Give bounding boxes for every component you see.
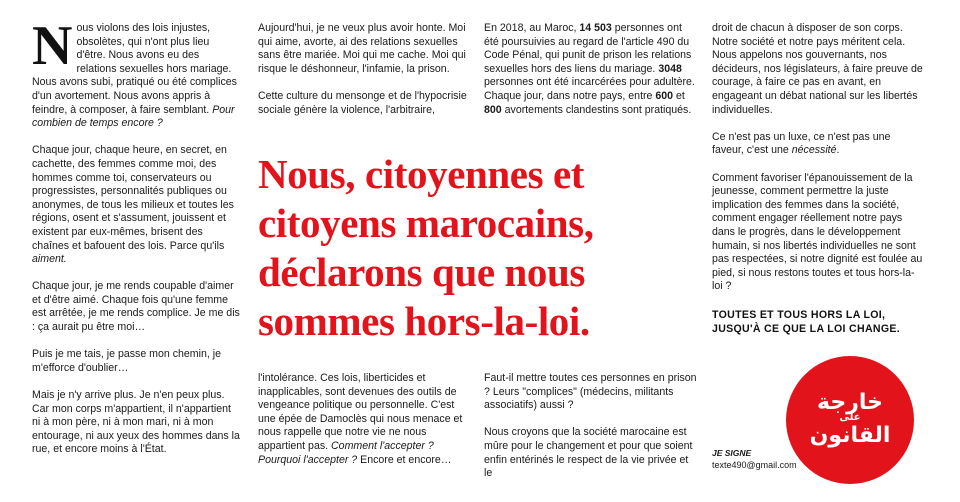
slogan-line: JUSQU'À CE QUE LA LOI CHANGE. <box>712 323 900 335</box>
column-3-top <box>484 22 698 117</box>
column-2-bottom <box>258 372 470 467</box>
intro-paragraph: Nous violons des lois injustes, obsolètes, qui n'ont plus lieu d'être. Nous avons eu des relations sexuelles hors mariage. Nous avons subi, pratiqué ou été complices d'un avortement. Nous avons appris à feindre, à composer, à faire semblant. Pour combien de temps encore ? <box>32 15 237 130</box>
headline-line: déclarons que nous <box>258 249 585 295</box>
statistics-paragraph: En 2018, au Maroc, 14 503 personnes ont été poursuivies au regard de l'article 490 du Code Pénal, qui punit de prison les relations sexuelles hors des liens du mariage. 3048 personnes ont été incarcérées pour adultère. Chaque jour, dans notre pays, entre 600 et 800 avortements clandestins sont pratiqués. <box>484 22 695 116</box>
headline-line: sommes hors-la-loi. <box>258 298 590 344</box>
paragraph: Chaque jour, chaque heure, en secret, en cachette, des femmes comme moi, des hommes comme toi, conservateurs ou progressistes, personnalités publiques ou anonymes, de tous les milieux et toutes les régions, osent et s'assument, jouissent et existent par eux-mêmes, brisent des chaînes et bafouent des lois. Parce qu'ils aiment. <box>32 144 234 266</box>
column-1 <box>32 15 240 457</box>
badge-line: القانون <box>809 423 891 448</box>
paragraph: Faut-il mettre toutes ces personnes en prison ? Leurs "complices" (médecins, militants associatifs) aussi ? <box>484 372 697 412</box>
paragraph: l'intolérance. Ces lois, liberticides et inapplicables, sont devenues des outils de vengeance politique ou personnelle. C'est une épée de Damoclès qui nous menace et nous rappelle que notre vie ne nous appartient pas. Comment l'accepter ? Pourquoi l'accepter ? Encore et encore… <box>258 372 463 466</box>
outlaws-logo-badge <box>786 356 914 484</box>
headline <box>258 150 698 346</box>
signature-email: texte490@gmail.com <box>712 460 797 470</box>
paragraph: Puis je me tais, je passe mon chemin, je m'efforce d'oublier… <box>32 348 222 374</box>
headline-line: Nous, citoyennes et <box>258 151 585 197</box>
paragraph: Mais je n'y arrive plus. Je n'en peux plus. Car mon corps m'appartient, il n'appartient ni à mon père, ni à mon mari, ni à mon entourage, ni aux yeux des hommes dans la rue, et encore moins à l'État. <box>32 389 240 456</box>
sign-label: JE SIGNE <box>712 448 752 458</box>
paragraph: Ce n'est pas un luxe, ce n'est pas une faveur, c'est une nécessité. <box>712 130 891 157</box>
paragraph: droit de chacun à disposer de son corps. Notre société et notre pays méritent cela. Nous appelons nos gouvernants, nos décideurs, nos législateurs, à faire preuve de courage, à faire ce pas en avant, en engageant un débat national sur les libertés individuelles. <box>712 22 923 116</box>
slogan <box>712 308 932 336</box>
badge-line: على <box>839 412 861 423</box>
paragraph: Comment favoriser l'épanouissement de la jeunesse, comment permettre la juste implication des femmes dans la société, comment engager réellement notre pays dans le progrès, dans le développement humain, si nos libertés individuelles ne sont pas respectées, si notre dignité est foulée au pied, si nous restons toutes et tous hors-la-loi ? <box>712 171 923 293</box>
paragraph: Cette culture du mensonge et de l'hypocrisie sociale génère la violence, l'arbitraire, <box>258 89 467 116</box>
paragraph: Chaque jour, je me rends coupable d'aimer et d'être aimé. Chaque fois qu'une femme est arrêtée, je me rends complice. Je me dis : ça aurait pu être moi… <box>32 280 240 334</box>
column-4 <box>712 22 924 294</box>
paragraph: Nous croyons que la société marocaine est mûre pour le changement et pour que soient enfin entérinés le respect de la vie privée et le <box>484 426 693 480</box>
badge-line: خارجة <box>817 390 883 415</box>
slogan-line: TOUTES ET TOUS HORS LA LOI, <box>712 309 886 321</box>
drop-cap: N <box>32 15 73 77</box>
paragraph: Aujourd'hui, je ne veux plus avoir honte. Moi qui aime, avorte, ai des relations sexuelles sans être mariée. Moi qui me cache. Moi qui risque le déshonneur, l'infamie, la prison. <box>258 22 466 75</box>
headline-line: citoyens marocains, <box>258 200 594 246</box>
column-3-bottom <box>484 372 698 481</box>
column-2-top <box>258 22 468 117</box>
